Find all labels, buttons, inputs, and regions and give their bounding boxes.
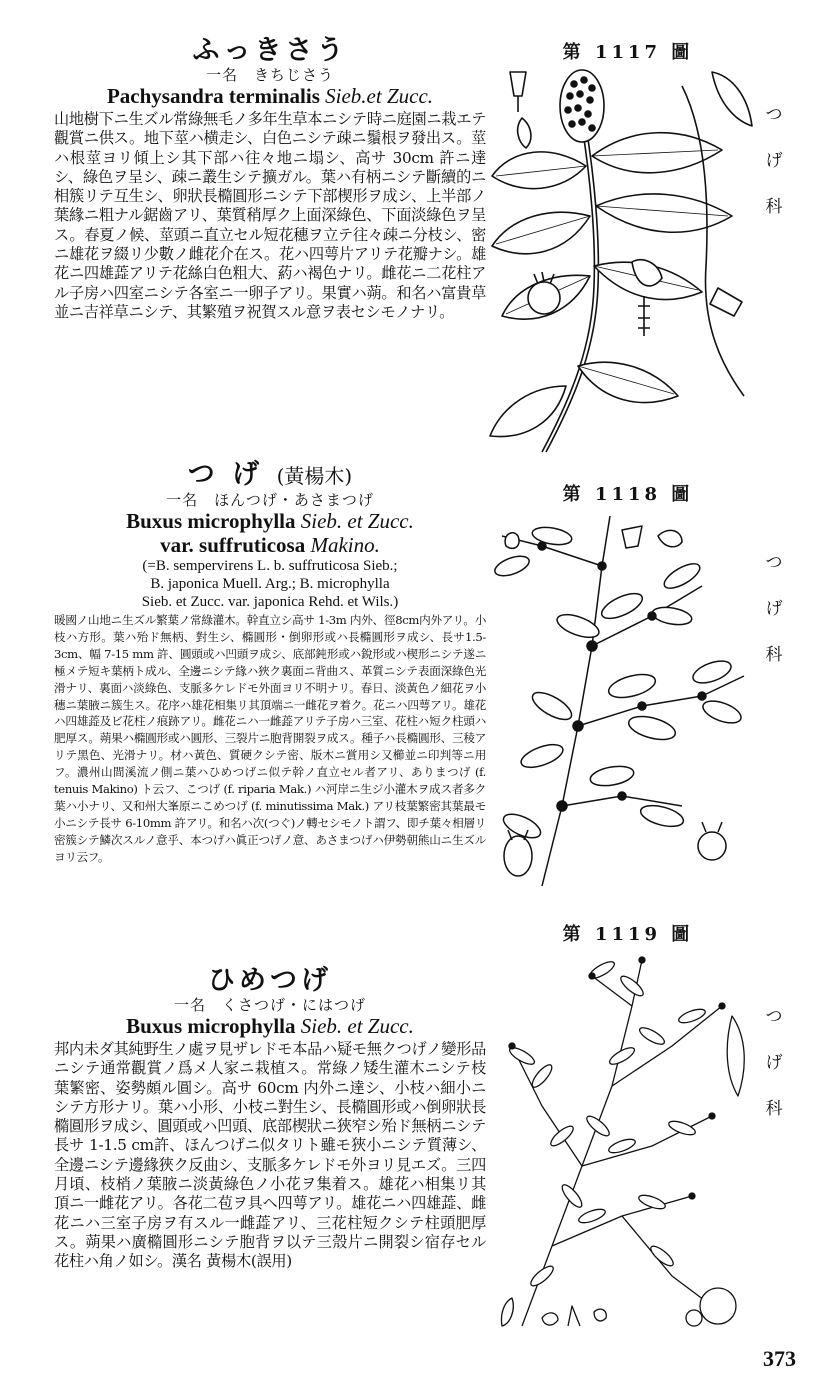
family-label-2 xyxy=(760,540,788,678)
entry-1-text xyxy=(54,36,486,322)
figure-1117-label: 第 1117 圖 xyxy=(562,42,694,63)
entry-2-title-line xyxy=(54,460,486,491)
entry-1-alias: 一名 きちじさう xyxy=(205,66,334,84)
entry-2-synonym-line-3: Sieb. et Zucc. var. japonica Rehd. et Wils.) xyxy=(141,594,399,610)
entry-2-description: 暖國ノ山地ニ生ズル繁葉ノ常綠灌木。幹直立シ高サ 1-3m 内外、徑8cm内外アリ。小枝ハ方形。葉ハ殆ド無柄、對生シ、橢圓形・倒卵形或ハ長橢圓形ヲ成シ、長サ1.5-3cm、幅 7-15 mm 許、圓頭或ハ凹頭ヲ成シ、底部鈍形或ハ銳形或ハ楔形ニシテ遂ニ極メテ短キ葉柄ト成ル、全邊ニシテ緣ハ狹ク裏面ニ背曲ス、革質ニシテ表面深綠色光滑ナリ、裏面ハ淡綠色、支脈多ケレドモ外面ヨリ不明ナリ。春日、淡黃色ノ細花ヲ小穗ニ葉腋ニ簇生ス。花序ハ雄花相集リ其頂端ニ一雌花ヲ着ク。花ニハ四萼アリ。雄花ハ四雄蕋及ビ花柱ノ痕跡アリ。雌花ニハ一雌蕋アリテ子房ハ三室、花柱ハ短ク柱頭ハ肥厚ス。蒴果ハ橢圓形或ハ圓形、三裂片ニ胞背開裂ヲ成ス。種子ハ長橢圓形、三稜アリテ黑色、光滑ナリ。材ハ黃色、質硬クシテ密、版木ニ賞用シ又櫛並ニ印判等ニ用フ。濃州山間溪流ノ側ニ葉ハひめつげニ似テ幹ノ直立セル者アリ、ありまつげ (f. tenuis Makino) ト云フ、こつげ (f. riparia Mak.) ハ河岸ニ生ジ小灌木ヲ成ス者多ク葉ハ小ナリ、又和州大峯原ニこめつげ (f. minutissima Mak.) アリ枝葉繁密其葉最モ小ニシテ長サ 6-10mm 許アリ。和名ハ次(つぐ)ノ轉セシモノト謂フ、即チ葉々相層リ密簇シテ鱗次スルノ意乎、本つげハ眞正つげノ意、あさまつげハ伊勢朝熊山ニ生ズルヨリ云フ。 xyxy=(54,613,486,864)
family-char: げ xyxy=(765,151,783,171)
entry-1-sci-genus-species: Pachysandra terminalis xyxy=(106,84,320,108)
entry-3-text xyxy=(54,966,486,1272)
figure-1118-label: 第 1118 圖 xyxy=(562,484,694,505)
entry-2-alias: 一名 ほんつげ・あさまつげ xyxy=(166,491,374,509)
page-number: 373 xyxy=(763,1346,796,1371)
entry-2-title-kanji: (黃楊木) xyxy=(276,464,353,488)
entry-2-sci-author: Sieb. et Zucc. xyxy=(300,509,414,533)
family-char: げ xyxy=(765,1053,783,1073)
entry-3-alias: 一名 くさつげ・にはつげ xyxy=(173,996,366,1014)
entry-3-sci-author: Sieb. et Zucc. xyxy=(300,1014,414,1038)
entry-2-sci-var-author: Makino. xyxy=(310,533,380,557)
family-char: げ xyxy=(765,599,783,619)
family-char: 科 xyxy=(765,645,783,665)
entry-2-synonym-line-1: (=B. sempervirens L. b. suffruticosa Sieb.; xyxy=(142,558,398,574)
entry-3-description: 邦内未ダ其純野生ノ處ヲ見ザレドモ本品ハ疑モ無クつげノ變形品ニシテ通常觀賞ノ爲メ人家ニ栽植ス。常綠ノ矮生灌木ニシテ枝葉繁密、姿勢頗ル圓シ。高サ 60cm 内外ニ達シ、小枝ハ細小ニシテ方形ナリ。葉ハ小形、小枝ニ對生シ、長橢圓形或ハ倒卵狀長橢圓形ヲ成シ、圓頭或ハ凹頭、底部楔狀ニ狹窄シ殆ド無柄ニシテ長サ 1-1.5 cm許、ほんつげニ似タリト雖モ狹小ニシテ質薄シ、全邊ニシテ邊緣狹ク反曲シ、支脈多ケレドモ外ヨリ見エズ。三四月頃、枝梢ノ葉腋ニ淡黃綠色ノ小花ヲ集着ス。雄花ハ相集リ其頂ニ一雌花アリ。各花二苞ヲ具ヘ四萼アリ。雄花ニハ四雄蕋、雌花ニハ三室子房ヲ有スル一雌蕋アリ、三花柱短クシテ柱頭肥厚ス。蒴果ハ廣橢圓形ニシテ胞背ヲ以テ三殼片ニ開裂シ宿存セル花柱ハ角ノ如シ。漢名 黃楊木(誤用) xyxy=(54,1040,486,1271)
entry-3-sci-genus-species: Buxus microphylla xyxy=(126,1014,296,1038)
entry-1-description: 山地樹下ニ生ズル常綠無毛ノ多年生草本ニシテ時ニ庭園ニ栽エテ觀賞ニ供ス。地下莖ハ横走シ、白色ニシテ疎ニ鬚根ヲ發出ス。莖ハ根莖ヨリ傾上シ其下部ハ往々地ニ塌シ、高サ 30cm 許ニ達シ、綠色ヲ呈シ、疎ニ叢生シテ擴ガル。葉ハ有柄ニシテ斷續的ニ相簇リテ互生シ、卵狀長橢圓形ニシテ下部楔形ヲ成シ、上半部ノ葉緣ニ粗ナル鋸齒アリ、葉質稍厚ク上面深綠色、下面淡綠色ヲ呈ス。春夏ノ候、莖頭ニ直立セル短花穗ヲ立テ往々疎ニ分枝シ、密ニ雄花ヲ綴リ少數ノ雌花介在ス。花ハ四萼片アリテ花瓣ナシ。雄花ニ四雄蕋アリテ花絲白色粗大、葯ハ褐色ナリ。雌花ニ二花柱アル子房ハ四室ニシテ各室ニ一卵子アリ。果實ハ蒴。和名ハ富貴草並ニ吉祥草ニシテ、其繁殖ヲ祝賀スル意ヲ表セシモノナリ。 xyxy=(54,110,486,321)
entry-2-scientific-name xyxy=(54,509,486,533)
family-label-1 xyxy=(760,92,788,230)
family-char: つ xyxy=(765,1007,783,1027)
entry-2-variety xyxy=(54,533,486,557)
entry-3-scientific-name xyxy=(54,1014,486,1038)
entry-1-title: ふっきさう xyxy=(192,35,348,66)
entry-1-sci-author: Sieb.et Zucc. xyxy=(325,84,434,108)
family-char: つ xyxy=(765,105,783,125)
entry-2-sci-var: var. suffruticosa xyxy=(160,533,306,557)
entry-2-sci-genus-species: Buxus microphylla xyxy=(126,509,296,533)
figure-1119-label: 第 1119 圖 xyxy=(562,924,694,945)
entry-2-title: つ げ xyxy=(187,459,264,490)
figure-1117-illustration xyxy=(482,66,758,460)
entry-1-scientific-name xyxy=(54,84,486,108)
family-char: 科 xyxy=(765,1099,783,1119)
family-char: 科 xyxy=(765,197,783,217)
family-char: つ xyxy=(765,553,783,573)
entry-2-text xyxy=(54,460,486,866)
figure-1118-illustration xyxy=(482,506,758,892)
figure-1119-illustration xyxy=(482,946,758,1338)
entry-2-synonym-line-2: B. japonica Muell. Arg.; B. microphylla xyxy=(150,576,390,592)
family-label-3 xyxy=(760,994,788,1132)
entry-3-title: ひめつげ xyxy=(208,965,332,996)
